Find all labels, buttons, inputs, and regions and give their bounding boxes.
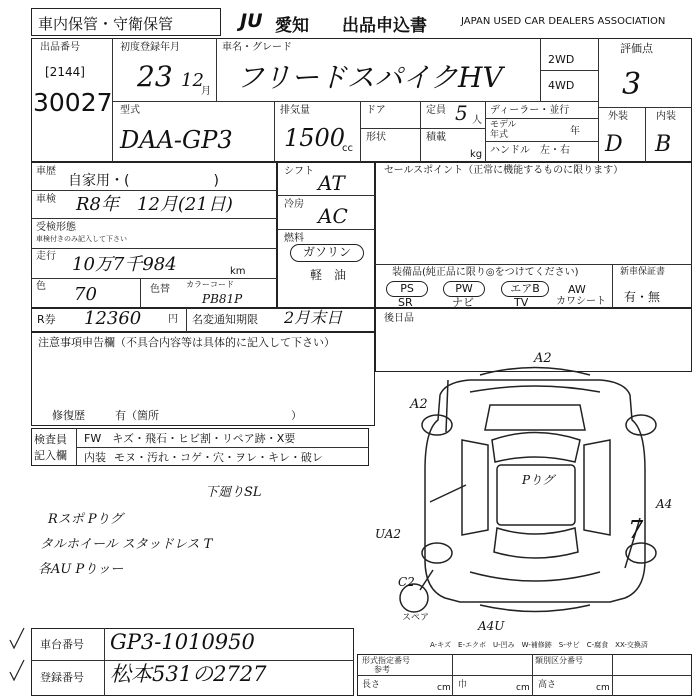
form-title: 出品申込書 bbox=[342, 16, 427, 36]
spare-label: スペア bbox=[402, 613, 430, 623]
drive-2wd: 2WD bbox=[548, 53, 575, 66]
mileage-unit: km bbox=[230, 266, 246, 277]
note-line-3: 各AU Pりッー bbox=[38, 562, 124, 577]
load-label: 積載 bbox=[426, 132, 446, 143]
recycle-label: R券 bbox=[37, 313, 56, 326]
shape-label: 形状 bbox=[366, 132, 386, 143]
exterior-grade: D bbox=[605, 132, 623, 157]
displacement-value: 1500 bbox=[284, 124, 346, 152]
displacement-label: 排気量 bbox=[280, 105, 310, 116]
door-label: ドア bbox=[366, 105, 386, 116]
color-change-label: 色替 bbox=[150, 284, 170, 295]
inspector-label-1: 検査員 bbox=[34, 433, 67, 446]
class-number-label: 類別区分番号 bbox=[535, 656, 583, 665]
damage-a4u: A4U bbox=[478, 619, 505, 633]
acceptance-label: 受検形態 bbox=[36, 222, 76, 233]
damage-7: 7 bbox=[628, 516, 644, 544]
inspector-row-2-label: 内装 bbox=[84, 451, 106, 464]
ju-logo-icon: JU bbox=[240, 10, 263, 32]
sales-point-label: セールスポイント（正常に機能するものに限ります） bbox=[384, 165, 624, 176]
displacement-unit: cc bbox=[342, 143, 353, 154]
form-number-ref: 参考 bbox=[374, 665, 390, 674]
model-year-label-1: モデル bbox=[490, 120, 517, 130]
fuel-label: 燃料 bbox=[284, 233, 304, 244]
warranty-label: 新車保証書 bbox=[620, 267, 666, 277]
history-label: 車歴 bbox=[36, 166, 56, 177]
first-reg-month: 12 bbox=[181, 70, 204, 91]
capacity-label: 定員 bbox=[426, 105, 446, 116]
lot-number-label: 出品番号 bbox=[40, 42, 80, 53]
damage-ua2: UA2 bbox=[375, 527, 402, 541]
rating-label: 評価点 bbox=[620, 42, 653, 55]
model-year-label-2: 年式 bbox=[490, 130, 509, 140]
mileage-value: 10万7千984 bbox=[72, 254, 177, 275]
note-line-2: タルホイール スタッドレス T bbox=[40, 537, 213, 552]
first-reg-year: 23 bbox=[137, 60, 173, 93]
drive-4wd: 4WD bbox=[548, 79, 575, 92]
acceptance-note: 車検付きのみ記入して下さい bbox=[36, 235, 127, 243]
model-label: 型式 bbox=[120, 105, 140, 116]
first-reg-label: 初度登録年月 bbox=[120, 42, 180, 53]
handle-label: ハンドル 左・右 bbox=[490, 145, 570, 156]
color-value: 70 bbox=[74, 284, 97, 305]
storage-label: 車内保管・守衛保管 bbox=[38, 15, 174, 33]
mileage-label: 走行 bbox=[36, 251, 56, 262]
equip-airbag: エアB bbox=[501, 281, 549, 297]
interior-grade: B bbox=[655, 132, 672, 157]
equip-tv: TV bbox=[514, 296, 529, 309]
fuel-selected: ガソリン bbox=[290, 244, 364, 262]
exterior-label: 外装 bbox=[608, 111, 628, 122]
damage-legend: A-キズ E-エクボ U-凹み W-補修跡 S-サビ C-腐食 XX-交換済 bbox=[430, 641, 648, 649]
lot-subnumber: [2144] bbox=[45, 65, 85, 79]
warranty-value: 有・無 bbox=[624, 290, 661, 304]
inspection-label: 車検 bbox=[36, 194, 56, 205]
color-label: 色 bbox=[36, 281, 46, 292]
width-unit: cm bbox=[516, 683, 530, 693]
damage-a2-left: A2 bbox=[410, 397, 428, 412]
logo-text: 愛知 bbox=[275, 16, 309, 36]
year-unit: 年 bbox=[570, 126, 580, 137]
dealer-label: ディーラー・並行 bbox=[490, 105, 570, 116]
form-number-label: 形式指定番号 bbox=[362, 656, 410, 665]
chassis-value: GP3-1010950 bbox=[110, 630, 255, 654]
chassis-label: 車台番号 bbox=[40, 638, 84, 651]
after-items-label: 後日品 bbox=[384, 313, 414, 324]
aircon-value: AC bbox=[318, 204, 348, 228]
damage-pug: Pりグ bbox=[522, 473, 555, 487]
fuel-alt: 軽 油 bbox=[310, 268, 347, 282]
capacity-value: 5 bbox=[455, 101, 468, 125]
inspector-label-2: 記入欄 bbox=[34, 449, 67, 462]
shift-label: シフト bbox=[284, 166, 314, 177]
equip-pw: PW bbox=[443, 281, 485, 297]
meigi-label: 名変通知期限 bbox=[192, 313, 258, 326]
width-label: 巾 bbox=[458, 680, 468, 690]
length-label: 長さ bbox=[362, 680, 381, 690]
registration-label: 登録番号 bbox=[40, 671, 84, 684]
repair-value: 有（箇所 ） bbox=[115, 409, 302, 422]
history-value: 自家用・( ) bbox=[68, 173, 219, 189]
equip-sr: SR bbox=[398, 296, 413, 309]
length-unit: cm bbox=[437, 683, 451, 693]
height-unit: cm bbox=[596, 683, 610, 693]
car-name-label: 車名・グレード bbox=[222, 42, 292, 53]
inspector-row-2: モヌ・汚れ・コゲ・穴・ヲレ・キレ・破レ bbox=[114, 451, 323, 464]
load-unit: kg bbox=[470, 149, 483, 160]
shift-value: AT bbox=[318, 171, 345, 195]
capacity-unit: 人 bbox=[472, 115, 482, 126]
equip-aw: AW bbox=[568, 283, 586, 296]
notes-label: 注意事項申告欄（不具合内容等は具体的に記入して下さい） bbox=[38, 336, 335, 349]
inspection-value: R8年 12月(21日) bbox=[76, 194, 233, 215]
damage-c2: C2 bbox=[398, 575, 415, 589]
assoc-name: JAPAN USED CAR DEALERS ASSOCIATION bbox=[461, 16, 666, 27]
inspector-row-1: FW キズ・飛石・ヒビ割・リペア跡・X要 bbox=[84, 432, 296, 445]
equipment-label: 装備品(純正品に限り◎をつけてください) bbox=[392, 267, 579, 278]
repair-label: 修復歴 bbox=[52, 409, 85, 422]
interior-label: 内装 bbox=[656, 111, 676, 122]
damage-a4: A4 bbox=[656, 497, 673, 511]
lot-number: 30027 bbox=[33, 88, 113, 117]
month-unit: 月 bbox=[201, 86, 211, 97]
equip-navi: ナビ bbox=[452, 296, 474, 309]
damage-a2-top: A2 bbox=[534, 351, 552, 366]
meigi-value: 2月末日 bbox=[284, 308, 343, 327]
height-label: 高さ bbox=[538, 680, 557, 690]
equip-ps: PS bbox=[386, 281, 428, 297]
registration-value: 松本531の2727 bbox=[110, 662, 267, 686]
recycle-value: 12360 bbox=[84, 308, 142, 329]
color-code-label: カラーコード bbox=[186, 280, 234, 289]
note-line-1: Rスポ Pりグ bbox=[48, 512, 123, 527]
recycle-unit: 円 bbox=[168, 314, 178, 325]
equip-kawa: カワシート bbox=[556, 296, 606, 307]
note-undercarriage: 下廻りSL bbox=[205, 485, 262, 500]
aircon-label: 冷房 bbox=[284, 199, 304, 210]
color-code-value: PB81P bbox=[202, 292, 243, 306]
car-name-value: フリードスパイクHV bbox=[236, 61, 503, 94]
rating-value: 3 bbox=[622, 67, 642, 102]
model-value: DAA-GP3 bbox=[120, 126, 233, 154]
